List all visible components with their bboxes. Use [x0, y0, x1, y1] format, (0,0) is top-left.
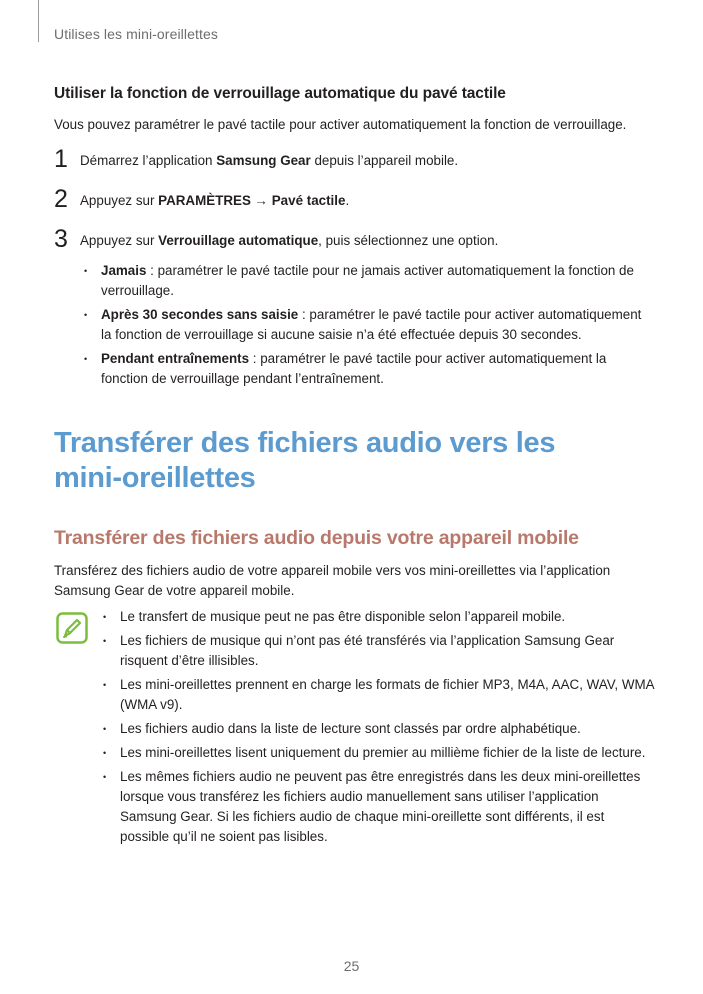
step-text: Démarrez l’application Samsung Gear depuis l’appareil mobile. [80, 153, 459, 168]
note-list [101, 607, 656, 851]
step-text: Appuyez sur PARAMÈTRES → Pavé tactile. [80, 193, 350, 208]
running-header: Utilises les mini-oreillettes [54, 26, 218, 42]
subsection-heading: Transférer des fichiers audio depuis votre appareil mobile [54, 527, 579, 549]
step-number: 1 [54, 145, 68, 173]
option-item: • Pendant entraînements : paramétrer le pavé tactile pour activer automatiquement la fonction de verrouillage pendant l’entraînement. [82, 349, 652, 389]
note-item: • Les mêmes fichiers audio ne peuvent pas être enregistrés dans les deux mini-oreillettes lorsque vous transférez les fichiers audio manuellement sans utiliser l’application Samsung Gear. Si les fichiers audio de chaque mini-oreillette sont différents, il est possible qu’il ne soient pas lisibles. [101, 767, 656, 847]
step-text: Appuyez sur Verrouillage automatique, puis sélectionnez une option. [80, 233, 499, 248]
note-item: • Les fichiers audio dans la liste de lecture sont classés par ordre alphabétique. [101, 719, 656, 739]
intro-paragraph: Vous pouvez paramétrer le pavé tactile pour activer automatiquement la fonction de verrouillage. [54, 117, 627, 132]
section-heading: Utiliser la fonction de verrouillage automatique du pavé tactile [54, 85, 506, 102]
note-pencil-icon [56, 612, 88, 644]
arrow-icon: → [250, 193, 272, 208]
note-item: • Les mini-oreillettes prennent en charge les formats de fichier MP3, M4A, AAC, WAV, WMA (WMA v9). [101, 675, 656, 715]
note-item: • Les fichiers de musique qui n’ont pas été transférés via l’application Samsung Gear risquent d’être illisibles. [101, 631, 656, 671]
note-item: • Le transfert de musique peut ne pas être disponible selon l’appareil mobile. [101, 607, 656, 627]
option-item: • Jamais : paramétrer le pavé tactile pour ne jamais activer automatiquement la fonction de verrouillage. [82, 261, 652, 301]
step-number: 3 [54, 225, 68, 253]
page-number: 25 [343, 958, 360, 974]
option-item: • Après 30 secondes sans saisie : paramétrer le pavé tactile pour activer automatiquement la fonction de verrouillage si aucune saisie n’a été effectuée depuis 30 secondes. [82, 305, 652, 345]
transfer-paragraph: Transférez des fichiers audio de votre appareil mobile vers vos mini-oreillettes via l’application Samsung Gear de votre appareil mobile. [54, 563, 611, 598]
header-rule [38, 0, 39, 42]
option-list [82, 261, 652, 393]
note-item: • Les mini-oreillettes lisent uniquement du premier au millième fichier de la liste de lecture. [101, 743, 656, 763]
section-title: Transférer des fichiers audio vers les mini-oreillettes [54, 427, 556, 494]
step-number: 2 [54, 185, 68, 213]
